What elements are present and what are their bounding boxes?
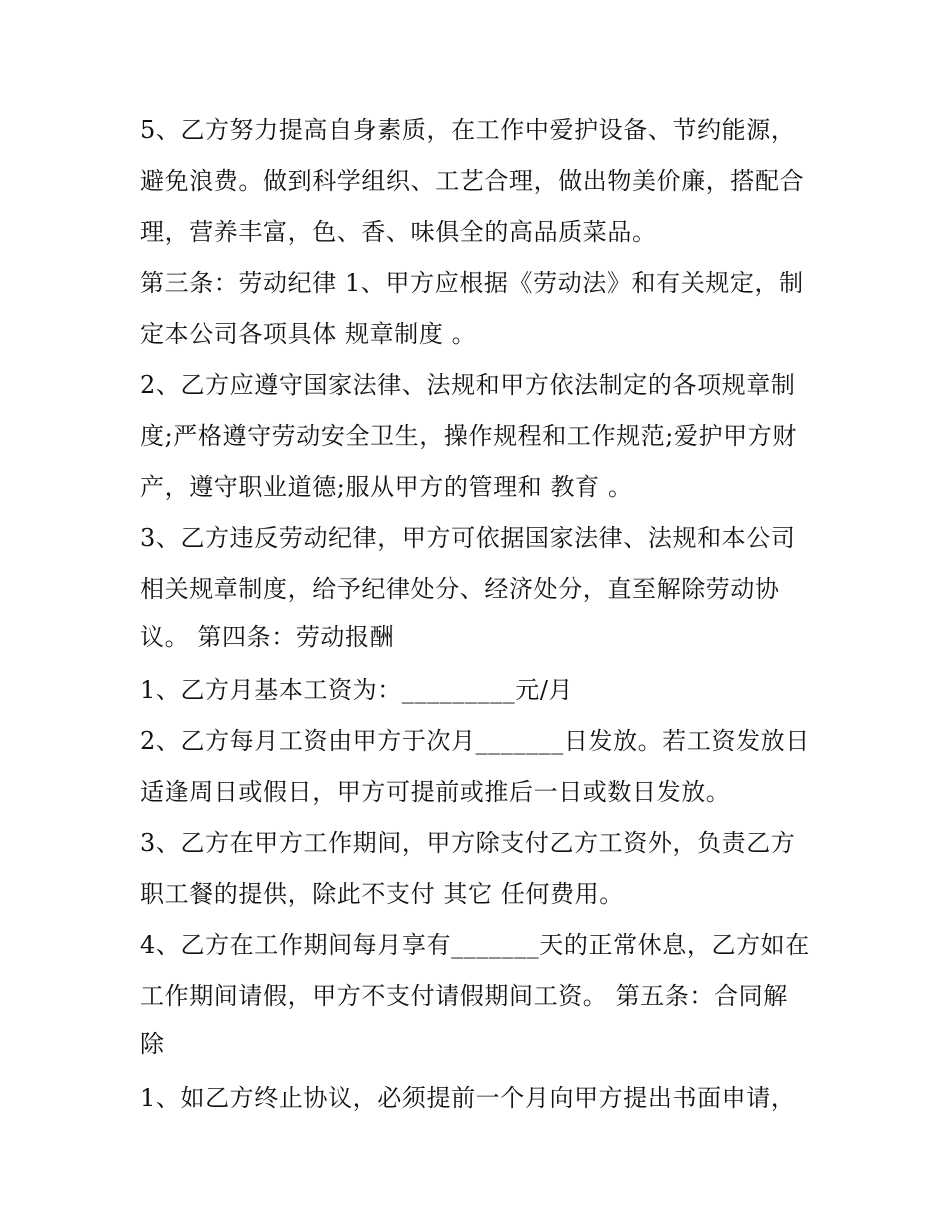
text-line: 度;严格遵守劳动安全卫生，操作规程和工作规范;爱护甲方财 (140, 422, 797, 450)
text-line: 2、乙方每月工资由甲方于次月_______日发放。若工资发放日 (140, 727, 810, 755)
text-line: 工作期间请假，甲方不支付请假期间工资。 第五条：合同解 (140, 982, 788, 1010)
text-line: 第三条：劳动纪律 1、甲方应根据《劳动法》和有关规定，制 (140, 269, 804, 297)
text-line: 3、乙方在甲方工作期间，甲方除支付乙方工资外，负责乙方 (140, 829, 796, 857)
text-line: 3、乙方违反劳动纪律，甲方可依据国家法律、法规和本公司 (140, 524, 796, 552)
text-line: 避免浪费。做到科学组织、工艺合理，做出物美价廉，搭配合 (140, 167, 805, 195)
text-line: 相关规章制度，给予纪律处分、经济处分，直至解除劳动协 (140, 575, 780, 603)
text-line: 除 (140, 1030, 165, 1058)
text-line: 适逢周日或假日，甲方可提前或推后一日或数日发放。 (140, 778, 731, 806)
text-line: 产，遵守职业道德;服从甲方的管理和 教育 。 (140, 473, 633, 501)
text-line: 定本公司各项具体 规章制度 。 (140, 320, 477, 348)
text-line: 5、乙方努力提高自身素质，在工作中爱护设备、节约能源， (140, 116, 796, 144)
text-line: 理，营养丰富，色、香、味俱全的高品质菜品。 (140, 218, 657, 246)
text-line: 职工餐的提供，除此不支付 其它 任何费用。 (140, 880, 624, 908)
text-line: 1、如乙方终止协议，必须提前一个月向甲方提出书面申请， (140, 1084, 796, 1112)
text-line: 2、乙方应遵守国家法律、法规和甲方依法制定的各项规章制 (140, 371, 796, 399)
text-line: 4、乙方在工作期间每月享有_______天的正常休息，乙方如在 (140, 931, 810, 959)
text-line: 议。 第四条：劳动报酬 (140, 623, 395, 651)
text-line: 1、乙方月基本工资为：_________元/月 (140, 676, 574, 704)
